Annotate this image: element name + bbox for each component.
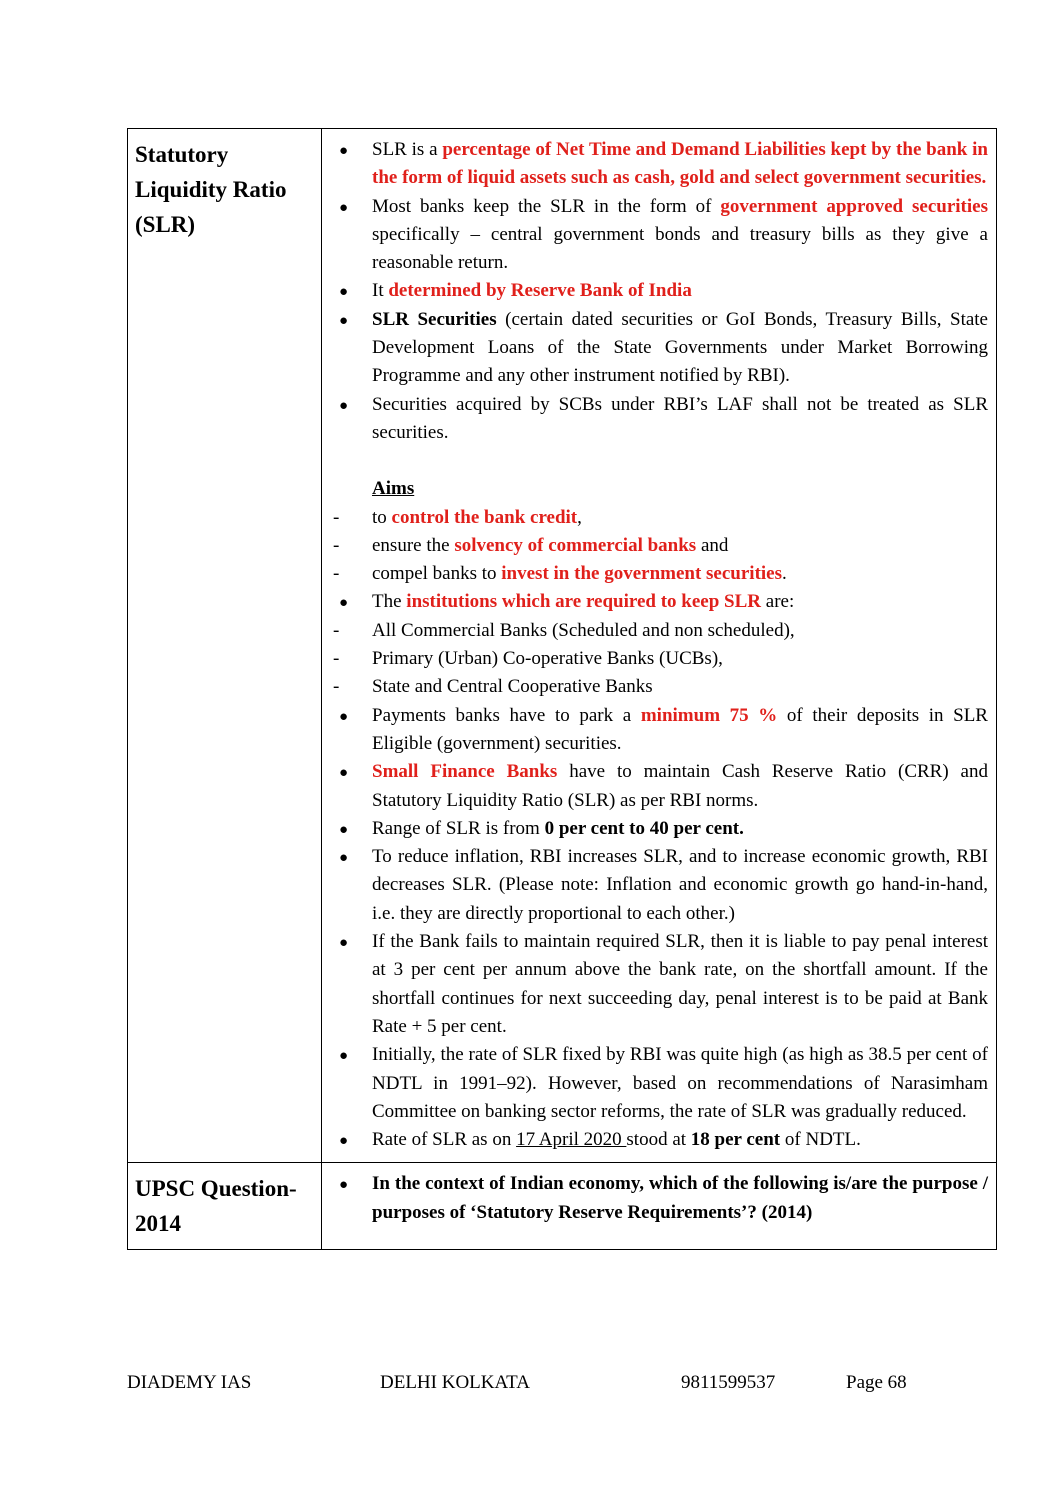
text-run: control the bank credit <box>391 506 578 528</box>
bullet-list-item <box>330 843 988 928</box>
bullet-list-item <box>330 277 988 305</box>
dash-icon <box>333 673 353 701</box>
bullet-list-item <box>330 815 988 843</box>
bullet-icon <box>339 758 359 787</box>
text-run: specifically – central government bonds and treasury bills as they give a reasonable return. <box>372 223 988 274</box>
text-run: SLR is a <box>372 139 443 160</box>
dash-icon <box>333 560 353 588</box>
row-content <box>322 129 997 1163</box>
table-body <box>128 129 997 1250</box>
bullet-icon <box>339 843 359 872</box>
bullet-list-item <box>330 193 988 278</box>
text-run: Initially, the rate of SLR fixed by RBI was quite high (as high as 38.5 per cent of NDTL in 1991–92). However, based on recommendations of Narasimham Committee on banking sector reforms, the rate of SLR was gradually reduced. <box>372 1044 988 1122</box>
bullet-list-item <box>330 136 988 193</box>
text-run: If the Bank fails to maintain required SLR, then it is liable to pay penal interest at 3 per cent per annum above the bank rate, on the shortfall amount. If the shortfall continues for next succeeding day, penal interest is to be paid at Bank Rate + 5 per cent. <box>372 931 988 1037</box>
text-run: The <box>372 591 407 613</box>
text-run: ensure the <box>372 534 455 556</box>
text-run: institutions which are required to keep SLR <box>406 591 762 613</box>
item-text <box>372 928 988 1041</box>
footer-org: DIADEMY IAS <box>127 1372 252 1393</box>
dash-icon <box>333 532 353 560</box>
text-run: and <box>696 534 729 556</box>
bullet-list-item <box>330 702 988 759</box>
bullet-icon <box>339 815 359 844</box>
text-run: . <box>782 563 787 585</box>
blank-line <box>330 447 988 475</box>
dash-list-item <box>330 532 988 560</box>
bullet-icon <box>339 1170 359 1199</box>
text-run: Most banks keep the SLR in the form of <box>372 195 721 217</box>
bullet-icon <box>339 277 359 306</box>
text-run: , <box>577 506 582 528</box>
item-text <box>372 391 988 448</box>
bullet-list-item <box>330 306 988 391</box>
footer-phone: 9811599537 <box>681 1372 776 1393</box>
text-run: solvency of commercial banks <box>454 534 697 556</box>
item-text <box>372 1041 988 1126</box>
bullet-list-item <box>330 1041 988 1126</box>
item-text <box>372 758 988 815</box>
page-footer <box>127 1372 997 1402</box>
text-run: Aims <box>372 478 415 500</box>
text-run: percentage of Net Time and Demand Liabilities kept by the bank in the form of liquid assets such as cash, gold and select government securities. <box>372 139 988 189</box>
text-run: determined by Reserve Bank of India <box>388 280 692 302</box>
item-text <box>372 193 988 278</box>
item-text <box>372 136 988 193</box>
bullet-icon <box>339 928 359 957</box>
item-text <box>372 277 988 305</box>
text-run: Range of SLR is from <box>372 817 545 839</box>
item-text <box>372 673 988 701</box>
item-text <box>372 588 988 616</box>
text-run: of NDTL. <box>780 1129 861 1151</box>
bullet-icon <box>339 136 359 165</box>
text-run: Primary (Urban) Co-operative Banks (UCBs), <box>372 648 723 670</box>
text-run: Small Finance Banks <box>372 761 558 783</box>
text-run: All Commercial Banks (Scheduled and non scheduled), <box>372 619 795 641</box>
bullet-icon <box>339 1126 359 1155</box>
text-run: In the context of Indian economy, which of the following is/are the purpose / purposes of ‘Statutory Reserve Requirements’? (2014) <box>372 1173 988 1223</box>
bullet-list-item <box>330 588 988 616</box>
text-run: Securities acquired by SCBs under RBI’s LAF shall not be treated as SLR securities. <box>372 393 988 443</box>
bullet-icon <box>339 588 359 617</box>
bullet-icon <box>339 1041 359 1070</box>
dash-icon <box>333 617 353 645</box>
text-run: invest in the government securities <box>501 563 783 585</box>
row-heading: UPSC Question- 2014 <box>128 1163 322 1250</box>
item-text <box>372 1170 988 1227</box>
text-run: 18 per cent <box>690 1129 781 1151</box>
text-run: compel banks to <box>372 563 502 585</box>
dash-list-item <box>330 673 988 701</box>
text-run: have to maintain Cash Reserve Ratio (CRR) and Statutory Liquidity Ratio (SLR) as per RBI norms. <box>372 761 988 811</box>
bullet-list-item <box>330 928 988 1041</box>
text-run: of their deposits in SLR Eligible (government) securities. <box>372 704 988 754</box>
item-text <box>372 560 988 588</box>
bullet-list-item <box>330 391 988 448</box>
item-text <box>372 1126 988 1154</box>
row-content <box>322 1163 997 1250</box>
dash-list-item <box>330 504 988 532</box>
item-text <box>372 475 988 503</box>
subheading <box>330 475 988 503</box>
text-run: SLR Securities <box>372 308 497 330</box>
footer-cities: DELHI KOLKATA <box>380 1372 530 1393</box>
text-run: To reduce inflation, RBI increases SLR, and to increase economic growth, RBI decreases SLR. (Please note: Inflation and economic growth go hand-in-hand, i.e. they are directly proportional to each other.) <box>372 846 988 924</box>
text-run: 0 per cent to 40 per cent. <box>544 817 744 839</box>
text-run: government approved securities <box>720 195 988 217</box>
bullet-icon <box>339 193 359 222</box>
item-text <box>372 532 988 560</box>
item-text <box>372 504 988 532</box>
dash-list-item <box>330 645 988 673</box>
text-run: stood at <box>626 1129 691 1151</box>
text-run: are: <box>761 591 795 613</box>
text-run: State and Central Cooperative Banks <box>372 676 653 698</box>
content-table <box>127 128 997 1250</box>
bullet-list-item <box>330 1170 988 1227</box>
dash-icon <box>333 504 353 532</box>
text-run: (certain dated securities or GoI Bonds, Treasury Bills, State Development Loans of the State Governments under Market Borrowing Programme and any other instrument notified by RBI). <box>372 308 988 387</box>
text-run: minimum 75 % <box>640 704 778 726</box>
dash-icon <box>333 645 353 673</box>
item-text <box>372 815 988 843</box>
table-row <box>128 129 997 1163</box>
bullet-icon <box>339 702 359 731</box>
bullet-icon <box>339 306 359 335</box>
text-run: Rate of SLR as on <box>372 1129 517 1151</box>
table-row <box>128 1163 997 1250</box>
text-run: to <box>372 506 392 528</box>
bullet-list-item <box>330 758 988 815</box>
item-text <box>372 617 988 645</box>
bullet-icon <box>339 391 359 420</box>
item-text <box>372 702 988 759</box>
item-text <box>372 645 988 673</box>
dash-list-item <box>330 617 988 645</box>
item-text <box>372 306 988 391</box>
text-run: It <box>372 280 389 302</box>
item-text <box>372 843 988 928</box>
row-heading: Statutory Liquidity Ratio (SLR) <box>128 129 322 1163</box>
bullet-list-item <box>330 1126 988 1154</box>
text-run: Payments banks have to park a <box>372 704 641 726</box>
text-run: 17 April 2020 <box>516 1129 627 1151</box>
footer-page-number: Page 68 <box>846 1372 907 1393</box>
dash-list-item <box>330 560 988 588</box>
